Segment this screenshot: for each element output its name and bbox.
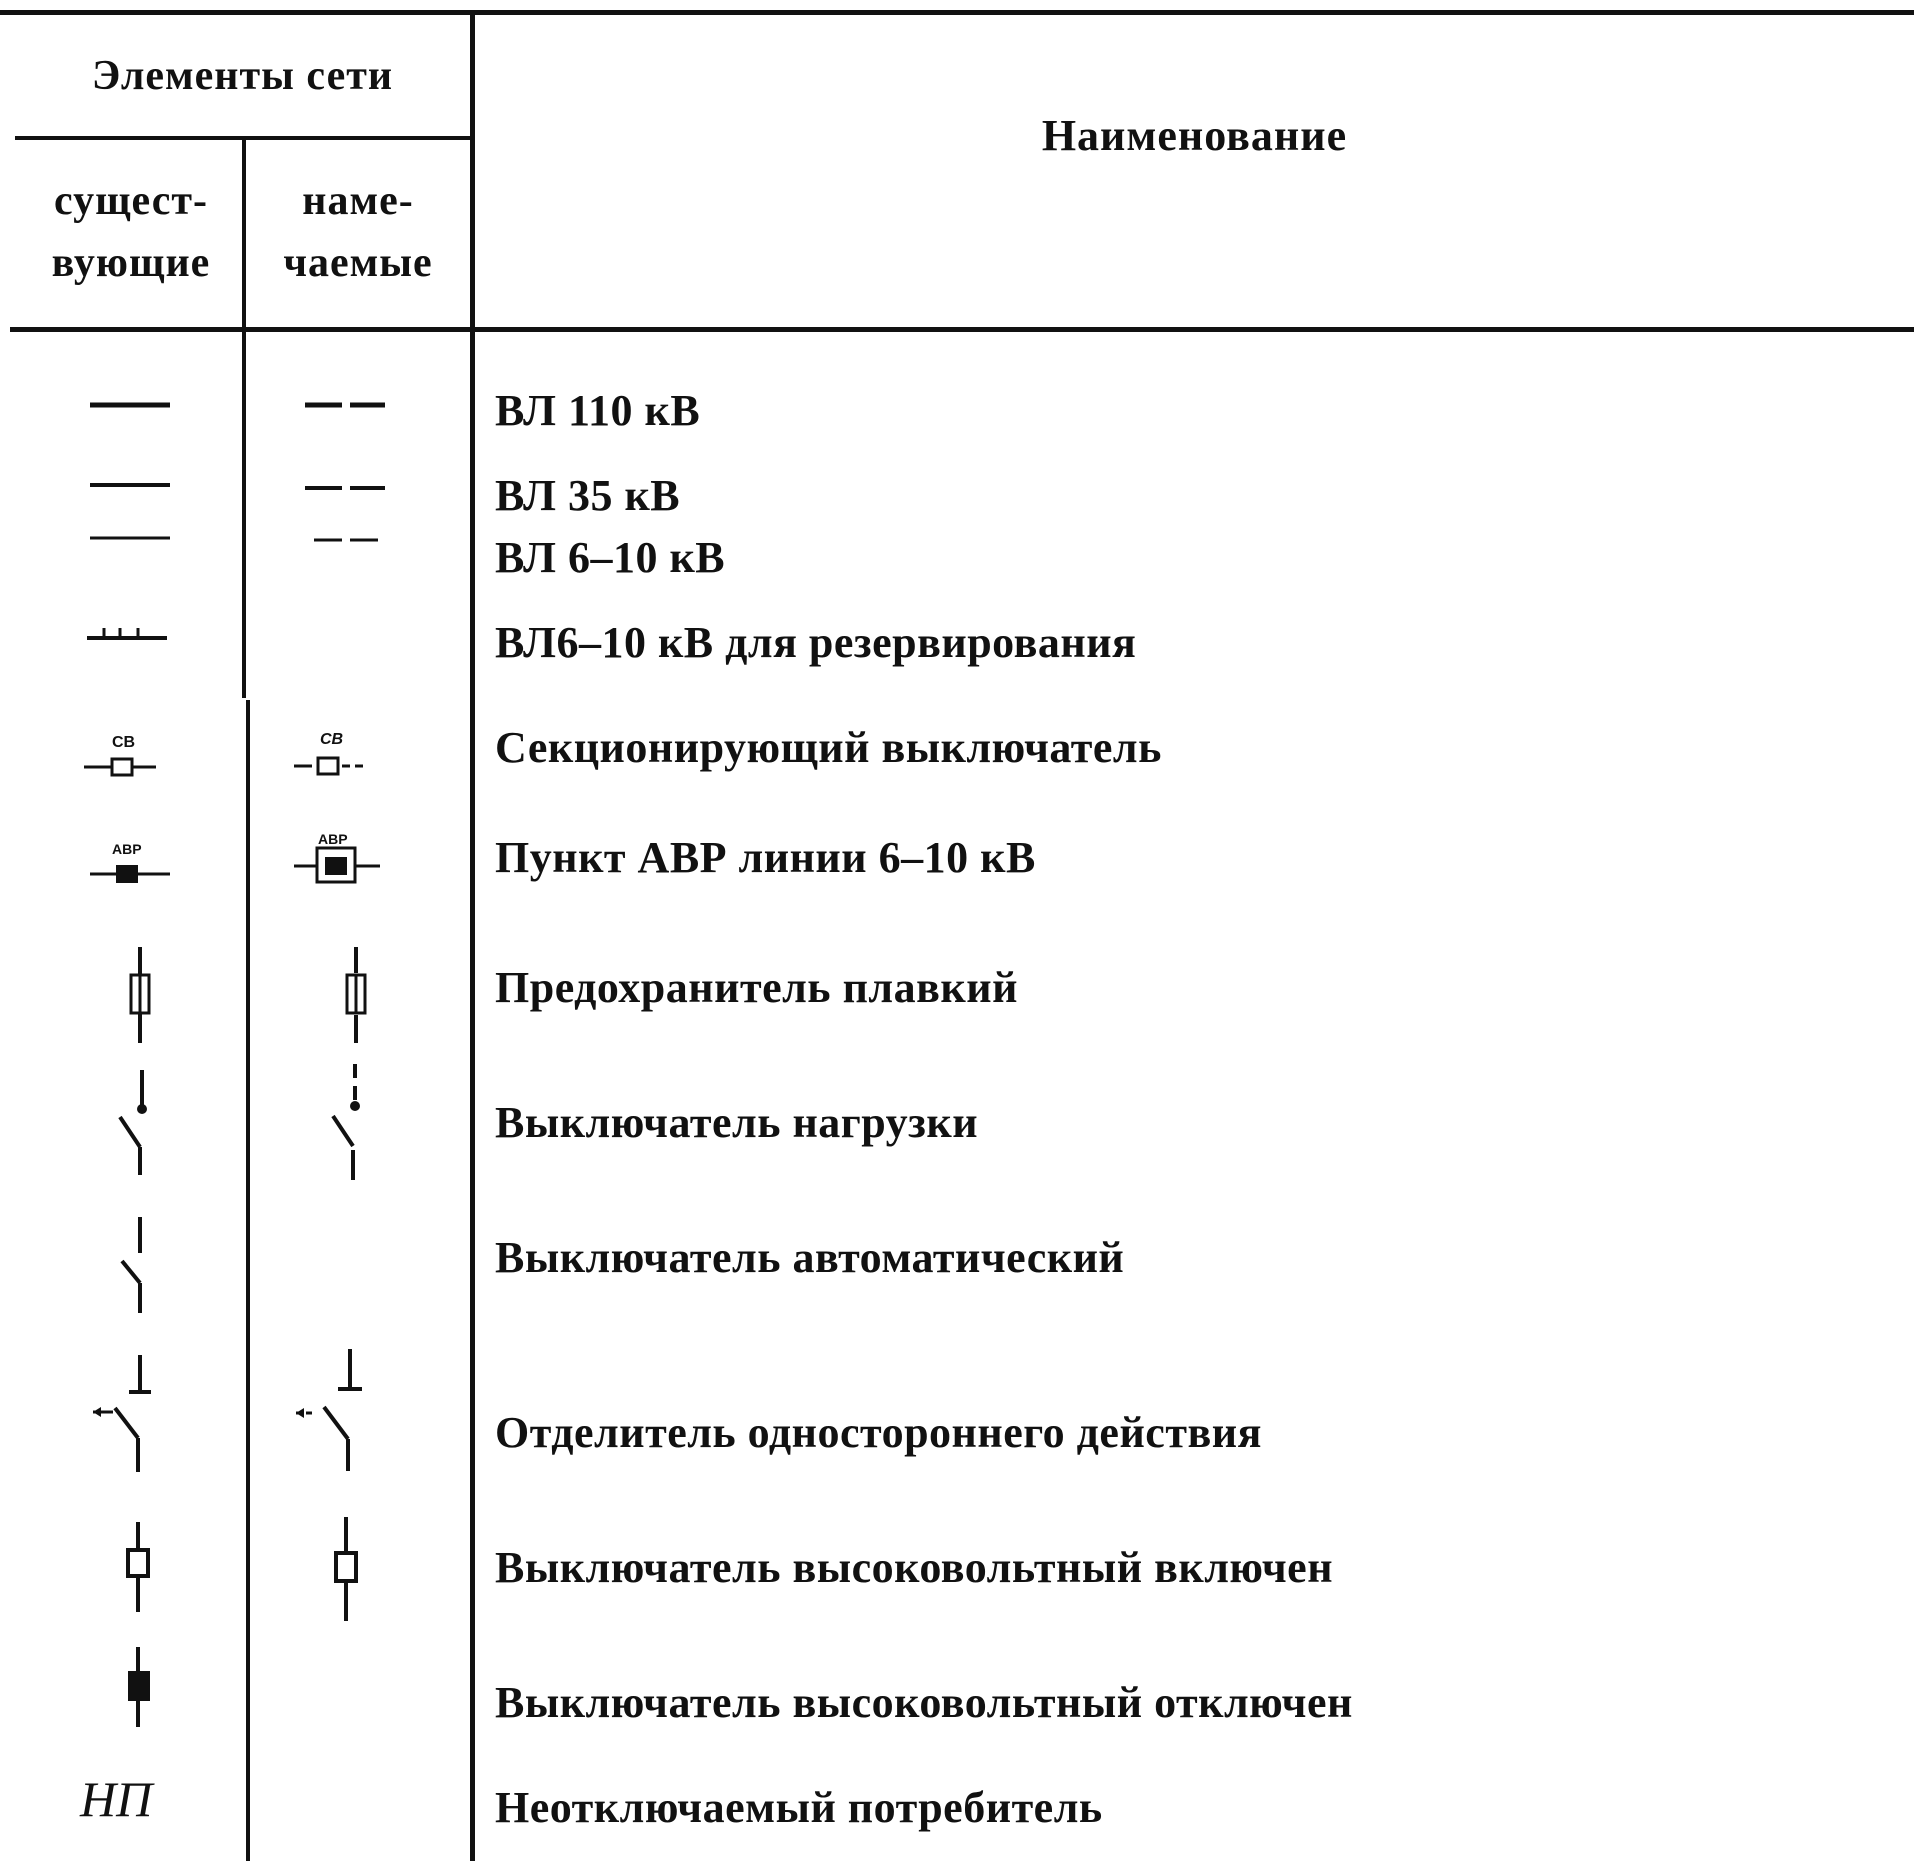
sectioning-switch-planned-icon <box>292 722 372 782</box>
row-label: ВЛ 35 кВ <box>495 471 681 520</box>
column-divider-sub-lower <box>246 700 250 1861</box>
sectioning-switch-icon <box>82 725 162 785</box>
solid-line-thick-icon <box>85 395 175 415</box>
circuit-breaker-icon <box>112 1215 162 1315</box>
load-switch-planned-icon <box>325 1060 375 1185</box>
fuse-planned-icon <box>336 945 376 1045</box>
fuse-icon <box>120 945 160 1045</box>
row-label: Выключатель высоковольтный включен <box>495 1543 1334 1592</box>
reserve-line-icon <box>82 620 172 650</box>
row-label: Выключатель высоковольтный отключен <box>495 1678 1353 1727</box>
row-label: Выключатель автоматический <box>495 1233 1125 1282</box>
header-existing <box>20 170 242 294</box>
column-divider-main <box>470 12 475 1861</box>
non-disconnectable-consumer-mark: НП <box>80 1771 153 1827</box>
row-label: ВЛ6–10 кВ для резервирования <box>495 618 1137 667</box>
row-label: Неотключаемый потребитель <box>495 1783 1103 1832</box>
header-planned-line2: чаемые <box>283 240 433 286</box>
row-label: Секционирующий выключатель <box>495 723 1162 772</box>
dashed-line-thin-icon <box>312 530 382 550</box>
hv-breaker-on-planned-icon <box>326 1515 366 1625</box>
dashed-line-icon <box>300 478 390 498</box>
header-planned <box>246 170 470 294</box>
row-label: Отделитель одностороннего действия <box>495 1408 1262 1457</box>
row-label: Выключатель нагрузки <box>495 1098 979 1147</box>
disconnector-icon <box>85 1350 165 1475</box>
row-label: Предохранитель плавкий <box>495 963 1018 1012</box>
header-existing-line2: вующие <box>51 240 211 286</box>
avr-point-planned-tag: АВР <box>318 831 348 847</box>
dashed-line-thick-icon <box>300 395 390 415</box>
header-bottom-rule <box>10 327 1914 332</box>
avr-point-tag: АВР <box>112 841 142 857</box>
header-network-elements: Элементы сети <box>91 53 394 99</box>
header-existing-line1: сущест- <box>54 178 208 224</box>
avr-point-planned-icon <box>292 822 387 892</box>
row-label: ВЛ 110 кВ <box>495 386 701 435</box>
hv-breaker-off-icon <box>118 1645 158 1730</box>
solid-line-icon <box>85 475 175 495</box>
solid-line-thin-icon <box>85 528 175 548</box>
row-label: ВЛ 6–10 кВ <box>495 533 726 582</box>
row-label: Пункт АВР линии 6–10 кВ <box>495 833 1036 882</box>
avr-point-icon <box>88 832 178 892</box>
disconnector-planned-icon <box>292 1345 372 1475</box>
load-switch-icon <box>112 1065 162 1180</box>
top-rule <box>0 10 1914 15</box>
header-name: Наименование <box>1041 111 1348 160</box>
sectioning-switch-tag: СВ <box>112 734 136 751</box>
hv-breaker-on-icon <box>118 1520 158 1615</box>
header-planned-line1: наме- <box>302 178 414 224</box>
sectioning-switch-planned-tag: СВ <box>320 731 344 748</box>
